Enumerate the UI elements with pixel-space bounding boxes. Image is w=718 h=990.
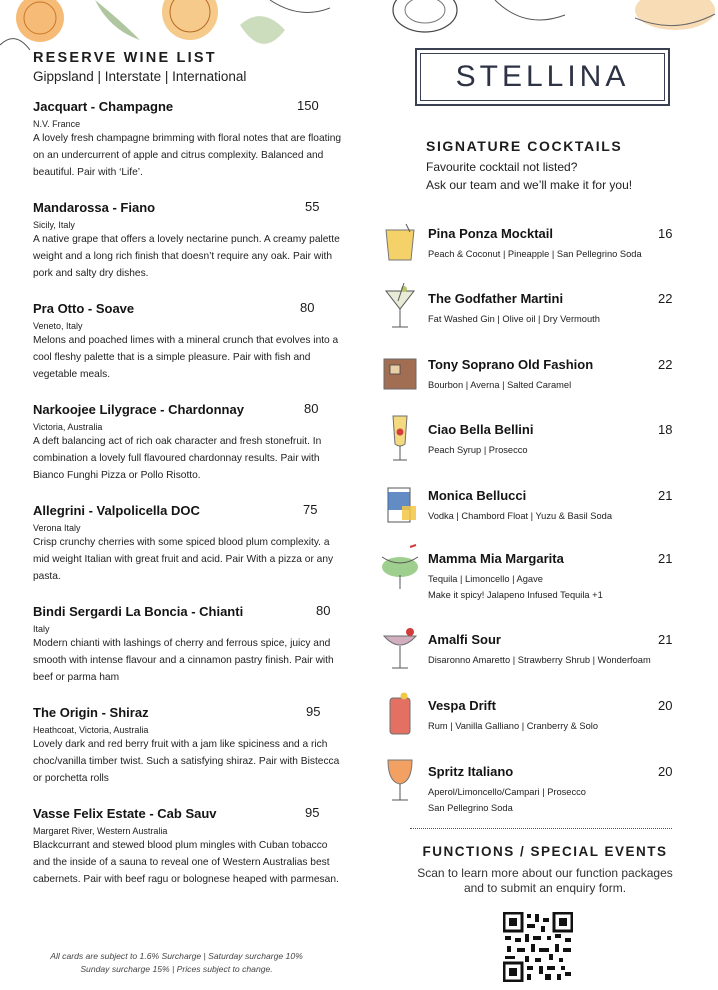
wine-price: 150 — [297, 98, 319, 113]
martini-glass-icon — [380, 283, 420, 333]
cocktail-ingredients: Peach & Coconut | Pineapple | San Pellegrino Soda — [428, 249, 642, 259]
cocktail-item — [380, 698, 680, 758]
old-fashioned-glass-icon — [380, 349, 420, 399]
wine-origin: Heathcoat, Victoria, Australia — [33, 725, 149, 735]
cocktail-ingredients: Disaronno Amaretto | Strawberry Shrub | Wonderfoam — [428, 655, 651, 665]
brand-logo-text: STELLINA — [455, 60, 630, 93]
brand-logo — [415, 48, 670, 106]
cocktail-name: Vespa Drift — [428, 698, 496, 713]
surcharge-note — [34, 950, 319, 976]
cocktail-ingredients: Bourbon | Averna | Salted Caramel — [428, 380, 572, 390]
wine-name: Jacquart - Champagne — [33, 99, 174, 114]
cocktail-item — [380, 488, 680, 548]
wine-description: A lovely fresh champagne brimming with floral notes that are floating on an undercurrent of apple and citrus complexity. Balanced and beautiful. Pair with ‘Life’. — [33, 133, 342, 178]
wine-origin: Italy — [33, 624, 50, 634]
cocktail-name: Monica Bellucci — [428, 488, 527, 503]
highball-blue-icon — [380, 480, 420, 530]
cocktail-item — [380, 357, 680, 417]
wine-name: Mandarossa - Fiano — [33, 200, 156, 215]
wine-name: Pra Otto - Soave — [33, 301, 135, 316]
cocktail-extra: San Pellegrino Soda — [428, 803, 513, 813]
wine-name: Bindi Sergardi La Boncia - Chianti — [33, 604, 244, 619]
wine-price: 80 — [316, 603, 331, 618]
cocktail-item — [380, 764, 680, 824]
cocktail-name: Ciao Bella Bellini — [428, 422, 534, 437]
cocktail-price: 21 — [658, 488, 673, 503]
highball-red-icon — [380, 690, 420, 740]
wine-item — [33, 98, 343, 199]
cocktail-extra: Make it spicy! Jalapeno Infused Tequila +1 — [428, 590, 603, 600]
cocktail-item — [380, 632, 680, 692]
wine-description: Lovely dark and red berry fruit with a jam like spiciness and a rich choc/vanilla timber twist. Such a satisfying shiraz. Pair with Bistecca or porchetta rolls — [33, 739, 340, 784]
coupe-glass-icon — [380, 624, 420, 674]
wine-description: Crisp crunchy cherries with some spiced blood plum complexity. a mid weight Italian with great fruit and acid. Pair With a pizza or any pasta. — [33, 537, 334, 582]
wine-item — [33, 603, 343, 704]
surcharge-note-line: Sunday surcharge 15% | Prices subject to change. — [80, 964, 273, 974]
wine-price: 75 — [303, 502, 318, 517]
section-divider — [410, 828, 672, 829]
wine-price: 55 — [305, 199, 320, 214]
cocktail-name: The Godfather Martini — [428, 291, 564, 306]
wine-description: A deft balancing act of rich oak character and fresh stonefruit. In combination a lovely full flavoured chardonnay results. Pair with Bianco Funghi Pizza or Pollo Risotto. — [33, 436, 322, 481]
wine-item — [33, 300, 343, 401]
pasta-illustration-icon — [385, 0, 718, 40]
cocktail-price: 21 — [658, 551, 673, 566]
cocktail-item — [380, 291, 680, 351]
wine-price: 80 — [300, 300, 315, 315]
cocktails-note: Ask our team and we’ll make it for you! — [426, 178, 633, 192]
wine-description: Melons and poached limes with a mineral crunch that evolves into a cool fleshy palette that is a simple pleasure. Pair with fish and vegetable meals. — [33, 335, 339, 380]
wine-name: Allegrini - Valpolicella DOC — [33, 503, 200, 518]
surcharge-note-line: All cards are subject to 1.6% Surcharge | Saturday surcharge 10% — [50, 951, 303, 961]
cocktail-price: 16 — [658, 226, 673, 241]
wine-origin: N.V. France — [33, 119, 81, 129]
functions-title: FUNCTIONS / SPECIAL EVENTS — [422, 844, 668, 859]
cocktail-ingredients: Rum | Vanilla Galliano | Cranberry & Solo — [428, 721, 599, 731]
wine-glass-orange-icon — [380, 756, 420, 806]
wine-price: 95 — [305, 805, 320, 820]
margarita-glass-icon — [380, 543, 420, 593]
cocktail-price: 22 — [658, 291, 673, 306]
cocktails-note: Favourite cocktail not listed? — [426, 160, 578, 174]
cocktail-price: 20 — [658, 764, 673, 779]
wine-name: The Origin - Shiraz — [33, 705, 149, 720]
cocktails-title: SIGNATURE COCKTAILS — [426, 138, 623, 154]
cocktail-item — [380, 422, 680, 482]
flute-glass-icon — [380, 414, 420, 464]
wine-origin: Verona Italy — [33, 523, 81, 533]
cocktail-item — [380, 551, 680, 611]
cocktail-price: 18 — [658, 422, 673, 437]
wine-name: Vasse Felix Estate - Cab Sauv — [33, 806, 217, 821]
cocktail-name: Tony Soprano Old Fashion — [428, 357, 594, 372]
wine-item — [33, 401, 343, 502]
wine-item — [33, 199, 343, 300]
cocktail-price: 22 — [658, 357, 673, 372]
wine-list-section — [33, 50, 343, 906]
cocktail-item — [380, 226, 680, 286]
wine-list-title: RESERVE WINE LIST — [33, 50, 217, 66]
wine-origin: Victoria, Australia — [33, 422, 103, 432]
wine-origin: Veneto, Italy — [33, 321, 83, 331]
wine-item — [33, 805, 343, 906]
cocktail-price: 20 — [658, 698, 673, 713]
cocktail-name: Mamma Mia Margarita — [428, 551, 564, 566]
cocktail-name: Spritz Italiano — [428, 764, 514, 779]
cocktails-header — [426, 138, 706, 192]
cocktail-ingredients: Fat Washed Gin | Olive oil | Dry Vermouth — [428, 314, 600, 324]
wine-name: Narkoojee Lilygrace - Chardonnay — [33, 402, 244, 417]
functions-text: Scan to learn more about our function packages and to submit an enquiry form. — [417, 866, 673, 895]
cocktail-name: Pina Ponza Mocktail — [428, 226, 553, 241]
wine-description: A native grape that offers a lovely nectarine punch. A creamy palette weight and a long rich finish that doesn’t require any oak. Pair with pork and salty dry dishes. — [33, 234, 340, 279]
wine-description: Blackcurrant and stewed blood plum mingles with Cuban tobacco and the inside of a sauna to reveal one of Western Australias best cabernets. Pair with beef ragu or bolognese heaped with parmesan. — [33, 840, 339, 885]
wine-origin: Sicily, Italy — [33, 220, 75, 230]
wine-list-subtitle: Gippsland | Interstate | International — [33, 69, 247, 84]
cocktail-ingredients: Tequila | Limoncello | Agave — [428, 574, 543, 584]
wine-description: Modern chianti with lashings of cherry and ferrous spice, juicy and smooth with intense flavour and a cinnamon pastry finish. Pair with beef or parma ham — [33, 638, 334, 683]
cocktail-price: 21 — [658, 632, 673, 647]
cocktail-ingredients: Aperol/Limoncello/Campari | Prosecco — [428, 787, 586, 797]
tumbler-yellow-icon — [380, 218, 420, 268]
wine-origin: Margaret River, Western Australia — [33, 826, 168, 836]
cocktail-name: Amalfi Sour — [428, 632, 501, 647]
cocktail-ingredients: Vodka | Chambord Float | Yuzu & Basil Soda — [428, 511, 612, 521]
wine-list — [33, 98, 343, 906]
wine-price: 95 — [306, 704, 321, 719]
wine-item — [33, 704, 343, 805]
wine-item — [33, 502, 343, 603]
qr-code-icon[interactable] — [503, 912, 573, 982]
cocktail-ingredients: Peach Syrup | Prosecco — [428, 445, 528, 455]
wine-price: 80 — [304, 401, 319, 416]
